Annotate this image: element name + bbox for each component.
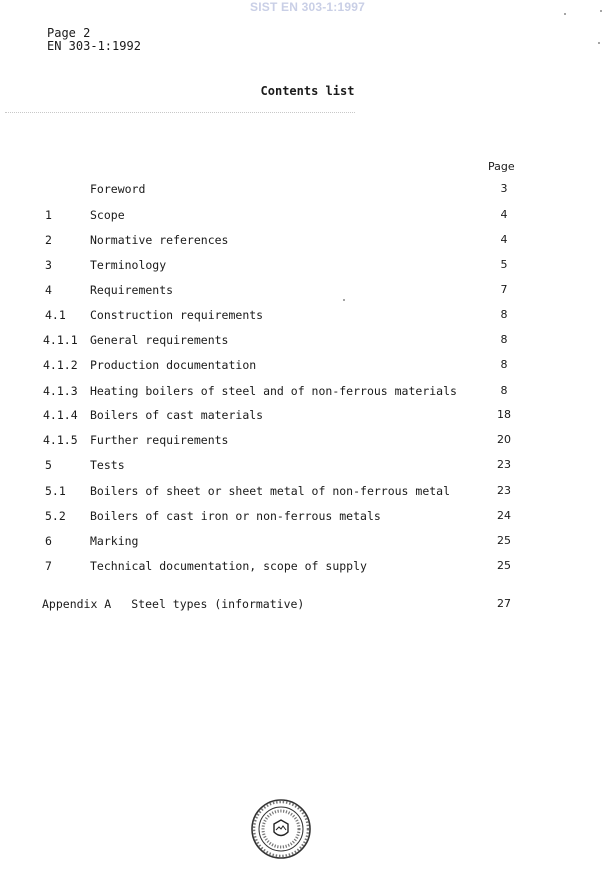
page-column-header: Page [488,160,515,173]
watermark: SIST EN 303-1:1997 [250,0,365,14]
seal-stamp [250,798,312,860]
contents-title [0,84,615,98]
toc-entry-label: Terminology [90,258,167,272]
toc-entry [0,208,615,224]
toc-entry-page: 8 [500,333,508,346]
toc-entry-number: 1 [45,208,52,222]
toc-entry [0,458,615,474]
toc-entry-number: 7 [45,559,52,573]
toc-entry-number: 4.1.3 [43,384,78,398]
toc-entry-label: General requirements [90,333,229,347]
toc-entry-page: 7 [500,283,508,296]
toc-entry [0,534,615,550]
toc-entry [0,484,615,500]
toc-entry-page: 8 [500,358,508,371]
speck [600,10,602,12]
toc-entry-page: 4 [500,208,508,221]
toc-entry-page: 23 [497,458,511,471]
toc-entry-label: Boilers of cast iron or non-ferrous metals [90,509,381,523]
divider [5,112,355,113]
toc-entry-number: 4 [45,283,52,297]
speck [564,13,566,15]
toc-entry-number: 5.2 [45,509,66,523]
toc-entry-label: Further requirements [90,433,229,447]
toc-entry-number: 4.1.5 [43,433,78,447]
toc-entry [0,308,615,324]
toc-entry [0,384,615,400]
toc-entry [0,433,615,449]
toc-entry-page: 3 [500,182,508,195]
speck [343,299,345,301]
toc-entry-page: 8 [500,308,508,321]
toc-entry-label: Production documentation [90,358,257,372]
appendix-page: 27 [497,597,511,610]
appendix-entry [42,597,304,611]
toc-entry-label: Tests [90,458,125,472]
toc-entry-number: 6 [45,534,52,548]
toc-entry-label: Construction requirements [90,308,264,322]
toc-entry [0,258,615,274]
toc-entry-label: Requirements [90,283,174,297]
toc-entry-page: 23 [497,484,511,497]
page-header [47,27,141,53]
appendix-label: Appendix A [42,597,112,611]
toc-entry-page: 5 [500,258,508,271]
toc-entry-label: Boilers of cast materials [90,408,264,422]
toc-entry [0,509,615,525]
toc-entry-page: 8 [500,384,508,397]
toc-entry-page: 20 [497,433,511,446]
toc-entry-label: Marking [90,534,139,548]
toc-entry-page: 24 [497,509,511,522]
toc-entry-page: 18 [497,408,511,421]
toc-entry [0,559,615,575]
toc-entry [0,233,615,249]
page-number: Page 2 [47,26,91,40]
toc-entry [0,358,615,374]
toc-entry-page: 4 [500,233,508,246]
toc-entry [0,182,615,198]
appendix-title: Steel types (informative) [131,597,305,611]
toc-entry-label: Technical documentation, scope of supply [90,559,367,573]
toc-entry-number: 4.1.2 [43,358,78,372]
toc-entry-number: 4.1.4 [43,408,78,422]
toc-entry-label: Heating boilers of steel and of non-ferrous materials [90,384,457,398]
toc-entry-label: Normative references [90,233,229,247]
toc-entry-label: Boilers of sheet or sheet metal of non-ferrous metal [90,484,451,498]
contents-title-text: Contents list [260,84,355,98]
toc-entry-number: 2 [45,233,52,247]
toc-entry [0,283,615,299]
toc-entry-number: 4.1 [45,308,66,322]
toc-entry-label: Scope [90,208,125,222]
toc-entry-page: 25 [497,559,511,572]
toc-entry-number: 5 [45,458,52,472]
toc-entry [0,408,615,424]
toc-entry [0,333,615,349]
toc-entry-page: 25 [497,534,511,547]
toc-entry-number: 3 [45,258,52,272]
toc-entry-number: 5.1 [45,484,66,498]
standard-id: EN 303-1:1992 [47,39,141,53]
toc-entry-number: 4.1.1 [43,333,78,347]
toc-entry-label: Foreword [90,182,146,196]
speck [598,42,600,44]
